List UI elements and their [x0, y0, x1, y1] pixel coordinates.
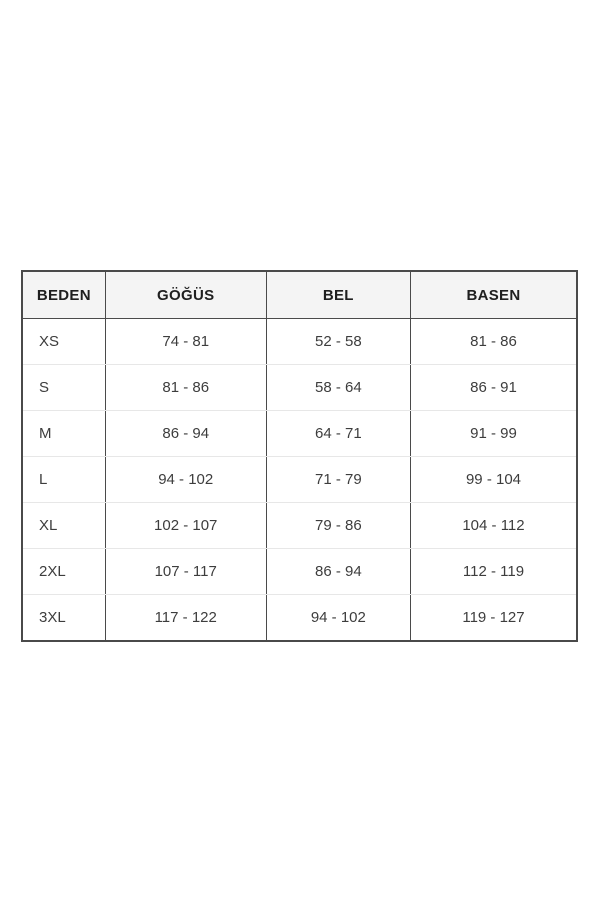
hips-range: 104 - 112 — [410, 503, 577, 549]
size-chart-table — [21, 270, 578, 642]
chest-range: 107 - 117 — [105, 549, 266, 595]
waist-range: 58 - 64 — [266, 365, 410, 411]
size-label: 2XL — [22, 549, 105, 595]
size-label: 3XL — [22, 595, 105, 642]
table-row — [22, 411, 577, 457]
chest-range: 102 - 107 — [105, 503, 266, 549]
table-row — [22, 595, 577, 642]
size-label: XL — [22, 503, 105, 549]
hips-range: 81 - 86 — [410, 319, 577, 365]
chest-range: 86 - 94 — [105, 411, 266, 457]
header-hips: BASEN — [410, 271, 577, 319]
table-row — [22, 549, 577, 595]
hips-range: 91 - 99 — [410, 411, 577, 457]
waist-range: 94 - 102 — [266, 595, 410, 642]
size-chart-table-container — [21, 270, 578, 642]
hips-range: 86 - 91 — [410, 365, 577, 411]
header-size: BEDEN — [22, 271, 105, 319]
size-label: XS — [22, 319, 105, 365]
waist-range: 86 - 94 — [266, 549, 410, 595]
size-label: S — [22, 365, 105, 411]
header-waist: BEL — [266, 271, 410, 319]
waist-range: 71 - 79 — [266, 457, 410, 503]
waist-range: 79 - 86 — [266, 503, 410, 549]
table-header-row — [22, 271, 577, 319]
table-row — [22, 319, 577, 365]
hips-range: 119 - 127 — [410, 595, 577, 642]
table-row — [22, 457, 577, 503]
chest-range: 94 - 102 — [105, 457, 266, 503]
table-row — [22, 503, 577, 549]
chest-range: 81 - 86 — [105, 365, 266, 411]
size-label: M — [22, 411, 105, 457]
chest-range: 74 - 81 — [105, 319, 266, 365]
chest-range: 117 - 122 — [105, 595, 266, 642]
waist-range: 64 - 71 — [266, 411, 410, 457]
header-chest: GÖĞÜS — [105, 271, 266, 319]
hips-range: 99 - 104 — [410, 457, 577, 503]
table-row — [22, 365, 577, 411]
waist-range: 52 - 58 — [266, 319, 410, 365]
hips-range: 112 - 119 — [410, 549, 577, 595]
size-label: L — [22, 457, 105, 503]
